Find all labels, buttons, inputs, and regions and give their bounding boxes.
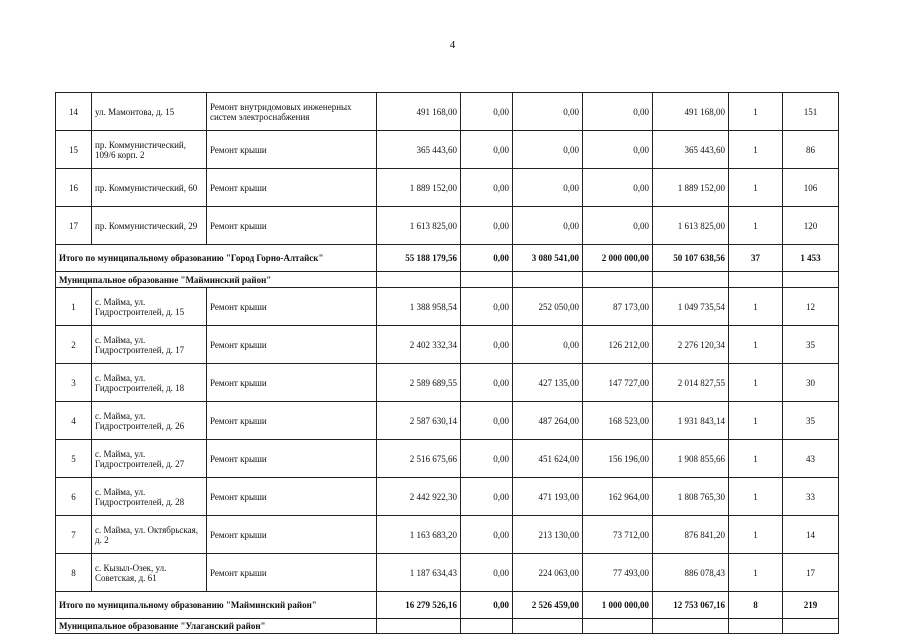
table-body (56, 93, 839, 634)
address-cell: ул. Мамонтова, д. 15 (92, 93, 207, 131)
table-row (56, 402, 839, 440)
table-row (56, 554, 839, 592)
residents-count-cell: 17 (783, 554, 839, 592)
local-funds-cell: 1 000 000,00 (583, 592, 653, 619)
house-count-cell: 1 (729, 364, 783, 402)
address-cell: с. Майма, ул. Гидростроителей, д. 15 (92, 288, 207, 326)
total-cost-cell: 55 188 179,56 (377, 245, 461, 272)
table-row (56, 93, 839, 131)
owner-funds-cell: 1 613 825,00 (653, 207, 729, 245)
house-count-cell: 1 (729, 478, 783, 516)
empty-cell (461, 272, 513, 288)
residents-count-cell: 30 (783, 364, 839, 402)
owner-funds-cell: 1 889 152,00 (653, 169, 729, 207)
address-cell: с. Майма, ул. Октябрьская, д. 2 (92, 516, 207, 554)
owner-funds-cell: 12 753 067,16 (653, 592, 729, 619)
regional-funds-cell: 224 063,00 (513, 554, 583, 592)
address-cell: с. Майма, ул. Гидростроителей, д. 18 (92, 364, 207, 402)
owner-funds-cell: 1 931 843,14 (653, 402, 729, 440)
address-cell: пр. Коммунистический, 109/6 корп. 2 (92, 131, 207, 169)
address-cell: с. Майма, ул. Гидростроителей, д. 17 (92, 326, 207, 364)
row-number: 5 (56, 440, 92, 478)
federal-funds-cell: 0,00 (461, 93, 513, 131)
row-number: 16 (56, 169, 92, 207)
federal-funds-cell: 0,00 (461, 478, 513, 516)
federal-funds-cell: 0,00 (461, 402, 513, 440)
total-label: Итого по муниципальному образованию "Город Горно-Алтайск" (56, 245, 377, 272)
empty-cell (783, 619, 839, 634)
local-funds-cell: 162 964,00 (583, 478, 653, 516)
empty-cell (583, 272, 653, 288)
work-type-cell: Ремонт крыши (207, 516, 377, 554)
federal-funds-cell: 0,00 (461, 554, 513, 592)
total-cost-cell: 1 889 152,00 (377, 169, 461, 207)
local-funds-cell: 168 523,00 (583, 402, 653, 440)
total-cost-cell: 365 443,60 (377, 131, 461, 169)
house-count-cell: 1 (729, 554, 783, 592)
owner-funds-cell: 876 841,20 (653, 516, 729, 554)
row-number: 3 (56, 364, 92, 402)
total-cost-cell: 2 589 689,55 (377, 364, 461, 402)
section-title: Муниципальное образование "Майминский район" (56, 272, 377, 288)
total-cost-cell: 2 516 675,66 (377, 440, 461, 478)
address-cell: с. Майма, ул. Гидростроителей, д. 28 (92, 478, 207, 516)
total-cost-cell: 2 402 332,34 (377, 326, 461, 364)
house-count-cell: 37 (729, 245, 783, 272)
residents-count-cell: 35 (783, 402, 839, 440)
work-type-cell: Ремонт крыши (207, 131, 377, 169)
empty-cell (653, 272, 729, 288)
local-funds-cell: 0,00 (583, 207, 653, 245)
municipality-section-row (56, 619, 839, 634)
work-type-cell: Ремонт крыши (207, 169, 377, 207)
local-funds-cell: 73 712,00 (583, 516, 653, 554)
empty-cell (653, 619, 729, 634)
address-cell: с. Кызыл-Озек, ул. Советская, д. 61 (92, 554, 207, 592)
regional-funds-cell: 427 135,00 (513, 364, 583, 402)
table-row (56, 326, 839, 364)
house-count-cell: 1 (729, 326, 783, 364)
regional-funds-cell: 451 624,00 (513, 440, 583, 478)
work-type-cell: Ремонт крыши (207, 402, 377, 440)
local-funds-cell: 156 196,00 (583, 440, 653, 478)
empty-cell (513, 619, 583, 634)
row-number: 15 (56, 131, 92, 169)
federal-funds-cell: 0,00 (461, 131, 513, 169)
section-title: Муниципальное образование "Улаганский район" (56, 619, 377, 634)
municipality-section-row (56, 272, 839, 288)
table-row (56, 207, 839, 245)
empty-cell (461, 619, 513, 634)
local-funds-cell: 0,00 (583, 93, 653, 131)
empty-cell (583, 619, 653, 634)
owner-funds-cell: 50 107 638,56 (653, 245, 729, 272)
federal-funds-cell: 0,00 (461, 245, 513, 272)
work-type-cell: Ремонт крыши (207, 478, 377, 516)
regional-funds-cell: 3 080 541,00 (513, 245, 583, 272)
owner-funds-cell: 491 168,00 (653, 93, 729, 131)
residents-count-cell: 43 (783, 440, 839, 478)
work-type-cell: Ремонт крыши (207, 440, 377, 478)
owner-funds-cell: 1 049 735,54 (653, 288, 729, 326)
local-funds-cell: 77 493,00 (583, 554, 653, 592)
federal-funds-cell: 0,00 (461, 326, 513, 364)
total-cost-cell: 2 587 630,14 (377, 402, 461, 440)
local-funds-cell: 0,00 (583, 131, 653, 169)
residents-count-cell: 106 (783, 169, 839, 207)
row-number: 6 (56, 478, 92, 516)
table-row (56, 364, 839, 402)
house-count-cell: 8 (729, 592, 783, 619)
municipality-total-row (56, 592, 839, 619)
row-number: 14 (56, 93, 92, 131)
regional-funds-cell: 0,00 (513, 131, 583, 169)
total-cost-cell: 1 613 825,00 (377, 207, 461, 245)
table-row (56, 440, 839, 478)
regional-funds-cell: 2 526 459,00 (513, 592, 583, 619)
table-row (56, 478, 839, 516)
house-count-cell: 1 (729, 402, 783, 440)
total-cost-cell: 1 388 958,54 (377, 288, 461, 326)
regional-funds-cell: 252 050,00 (513, 288, 583, 326)
local-funds-cell: 0,00 (583, 169, 653, 207)
empty-cell (377, 619, 461, 634)
regional-funds-cell: 487 264,00 (513, 402, 583, 440)
total-cost-cell: 1 163 683,20 (377, 516, 461, 554)
owner-funds-cell: 1 908 855,66 (653, 440, 729, 478)
residents-count-cell: 151 (783, 93, 839, 131)
local-funds-cell: 2 000 000,00 (583, 245, 653, 272)
house-count-cell: 1 (729, 440, 783, 478)
address-cell: пр. Коммунистический, 60 (92, 169, 207, 207)
empty-cell (783, 272, 839, 288)
row-number: 8 (56, 554, 92, 592)
federal-funds-cell: 0,00 (461, 364, 513, 402)
regional-funds-cell: 0,00 (513, 93, 583, 131)
regional-funds-cell: 0,00 (513, 169, 583, 207)
municipality-total-row (56, 245, 839, 272)
work-type-cell: Ремонт крыши (207, 326, 377, 364)
owner-funds-cell: 2 276 120,34 (653, 326, 729, 364)
empty-cell (377, 272, 461, 288)
house-count-cell: 1 (729, 516, 783, 554)
regional-funds-cell: 471 193,00 (513, 478, 583, 516)
regional-funds-cell: 0,00 (513, 326, 583, 364)
residents-count-cell: 33 (783, 478, 839, 516)
total-cost-cell: 1 187 634,43 (377, 554, 461, 592)
table-row (56, 288, 839, 326)
local-funds-cell: 147 727,00 (583, 364, 653, 402)
row-number: 4 (56, 402, 92, 440)
owner-funds-cell: 365 443,60 (653, 131, 729, 169)
local-funds-cell: 126 212,00 (583, 326, 653, 364)
house-count-cell: 1 (729, 169, 783, 207)
address-cell: с. Майма, ул. Гидростроителей, д. 27 (92, 440, 207, 478)
local-funds-cell: 87 173,00 (583, 288, 653, 326)
empty-cell (729, 272, 783, 288)
row-number: 17 (56, 207, 92, 245)
regional-funds-cell: 213 130,00 (513, 516, 583, 554)
federal-funds-cell: 0,00 (461, 288, 513, 326)
federal-funds-cell: 0,00 (461, 440, 513, 478)
residents-count-cell: 1 453 (783, 245, 839, 272)
house-count-cell: 1 (729, 288, 783, 326)
row-number: 2 (56, 326, 92, 364)
residents-count-cell: 12 (783, 288, 839, 326)
total-cost-cell: 491 168,00 (377, 93, 461, 131)
work-type-cell: Ремонт крыши (207, 207, 377, 245)
table-row (56, 131, 839, 169)
federal-funds-cell: 0,00 (461, 516, 513, 554)
work-type-cell: Ремонт крыши (207, 364, 377, 402)
address-cell: пр. Коммунистический, 29 (92, 207, 207, 245)
house-count-cell: 1 (729, 131, 783, 169)
federal-funds-cell: 0,00 (461, 169, 513, 207)
work-type-cell: Ремонт крыши (207, 554, 377, 592)
owner-funds-cell: 1 808 765,30 (653, 478, 729, 516)
owner-funds-cell: 2 014 827,55 (653, 364, 729, 402)
repair-program-table (55, 92, 839, 634)
row-number: 7 (56, 516, 92, 554)
empty-cell (513, 272, 583, 288)
page-number: 4 (449, 39, 456, 51)
residents-count-cell: 120 (783, 207, 839, 245)
house-count-cell: 1 (729, 207, 783, 245)
regional-funds-cell: 0,00 (513, 207, 583, 245)
total-label: Итого по муниципальному образованию "Майминский район" (56, 592, 377, 619)
address-cell: с. Майма, ул. Гидростроителей, д. 26 (92, 402, 207, 440)
total-cost-cell: 16 279 526,16 (377, 592, 461, 619)
owner-funds-cell: 886 078,43 (653, 554, 729, 592)
work-type-cell: Ремонт крыши (207, 288, 377, 326)
residents-count-cell: 35 (783, 326, 839, 364)
table-row (56, 169, 839, 207)
residents-count-cell: 86 (783, 131, 839, 169)
empty-cell (729, 619, 783, 634)
residents-count-cell: 219 (783, 592, 839, 619)
total-cost-cell: 2 442 922,30 (377, 478, 461, 516)
work-type-cell: Ремонт внутридомовых инженерных систем электроснабжения (207, 93, 377, 131)
row-number: 1 (56, 288, 92, 326)
house-count-cell: 1 (729, 93, 783, 131)
table-row (56, 516, 839, 554)
residents-count-cell: 14 (783, 516, 839, 554)
federal-funds-cell: 0,00 (461, 207, 513, 245)
federal-funds-cell: 0,00 (461, 592, 513, 619)
